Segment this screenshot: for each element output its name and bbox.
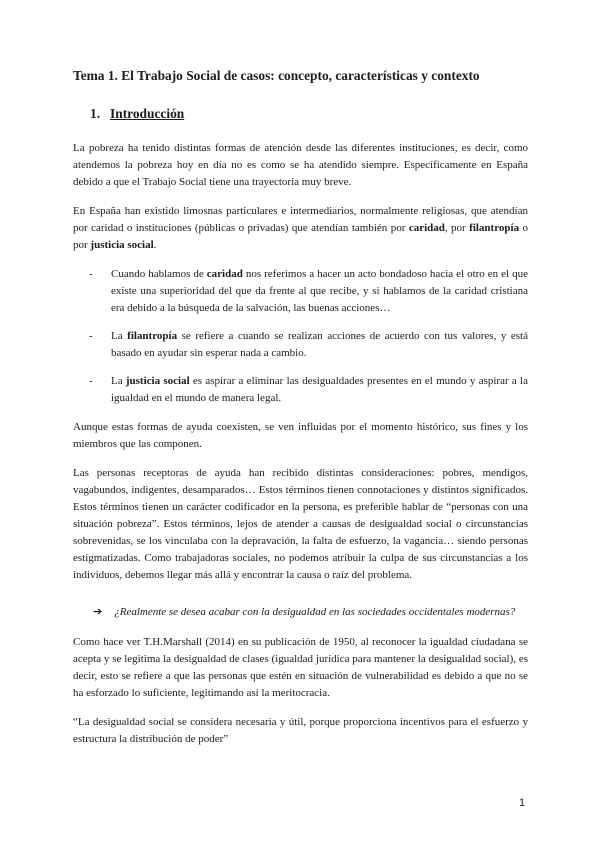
list-item-text-post: se refiere a cuando se realizan acciones de acuerdo con tus valores, y está basado en ayudar sin esperar nada a cambio. <box>111 330 528 359</box>
definitions-list <box>73 266 528 407</box>
list-item-term: justicia social <box>125 375 190 387</box>
paragraph-intro: La pobreza ha tenido distintas formas de atención desde las diferentes instituciones, es decir, como atendemos la pobreza hoy en día no es como se ha atendido siempre. Específicamente en España debido a que el Trabajo Social tiene una trayectoria muy breve. <box>73 142 528 188</box>
list-item-text-pre: Cuando hablamos de <box>111 268 207 280</box>
list-item-text-pre: La <box>111 330 128 342</box>
list-item <box>73 373 528 407</box>
paragraph-forms-text-d: o por <box>73 222 529 251</box>
paragraph-coexist: Aunque estas formas de ayuda coexisten, se ven influidas por el momento histórico, sus fines y los miembros que las componen. <box>73 421 528 450</box>
section-label: Introducción <box>110 106 185 121</box>
paragraph-recipients: Las personas receptoras de ayuda han recibido distintas consideraciones: pobres, mendigos, vagabundos, indigentes, desamparados… Estos términos tienen connotaciones y distintos significados. Estos términos tienen un carácter codificador en la persona, es preferible hablar de “personas con una situación pobreza”. Estos términos, lejos de atender a causas de desigualdad social o circunstancias sobrevenidas, se los vinculaba con la depravación, la falta de esfuerzo, la vagancia… siendo personas estigmatizadas. Como trabajadoras sociales, no podemos atribuir la culpa de sus circunstancias a los individuos, debemos llegar más allá y encontrar la causa o raíz del problema. <box>73 467 528 581</box>
list-bullet: - <box>89 330 93 342</box>
list-item-text-pre: La <box>111 375 126 387</box>
page-number: 1 <box>519 797 526 809</box>
arrow-right-icon: ➔ <box>93 606 103 618</box>
list-bullet: - <box>89 268 93 280</box>
list-item-text-post: es aspirar a eliminar las desigualdades presentes en el mundo y aspirar a la igualdad en el mundo de manera legal. <box>111 375 528 404</box>
section-number: 1. <box>90 106 101 121</box>
paragraph-forms-text-a: En España han existido limosnas particulares e intermediarios, normalmente religiosas, que atendían por caridad o instituciones (públicas o privadas) que atendían también por <box>73 205 528 234</box>
term-justicia-social: justicia social <box>90 239 154 251</box>
term-caridad: caridad <box>408 222 445 234</box>
page-title: Tema 1. El Trabajo Social de casos: concepto, características y contexto <box>73 68 480 83</box>
paragraph-forms <box>73 203 528 254</box>
paragraph-forms-text-e: . <box>153 239 157 251</box>
question-line <box>93 604 528 621</box>
list-item-term: caridad <box>206 268 243 280</box>
list-item-text-post: nos referimos a hacer un acto bondadoso hacia el otro en el que existe una superioridad del que da frente al que recibe, y si hablamos de la caridad cristiana era debido a la búsqueda de la salvación, las buenas acciones… <box>111 268 528 314</box>
paragraph-forms-text-c: , por <box>444 222 470 234</box>
page-content <box>73 68 528 760</box>
list-bullet: - <box>89 375 93 387</box>
list-item <box>73 328 528 362</box>
question-text: ¿Realmente se desea acabar con la desigualdad en las sociedades occidentales modernas? <box>114 606 516 618</box>
paragraph-marshall: Como hace ver T.H.Marshall (2014) en su publicación de 1950, al reconocer la igualdad ciudadana se acepta y se legitima la desigualdad de clases (igualdad jurídica para mantener la desigualdad social), es decir, esto se refiere a que las personas que estén en situación de vulnerabilidad es debido a que no se ha esforzado lo suficiente, legitimando así la meritocracia. <box>73 636 528 699</box>
quote-paragraph: “La desigualdad social se considera necesaria y útil, porque proporciona incentivos para el esfuerzo y estructura la distribución de poder” <box>73 716 528 745</box>
term-filantropia: filantropía <box>469 222 520 234</box>
section-heading <box>90 106 528 122</box>
list-item-term: filantropía <box>127 330 178 342</box>
list-item <box>73 266 528 317</box>
